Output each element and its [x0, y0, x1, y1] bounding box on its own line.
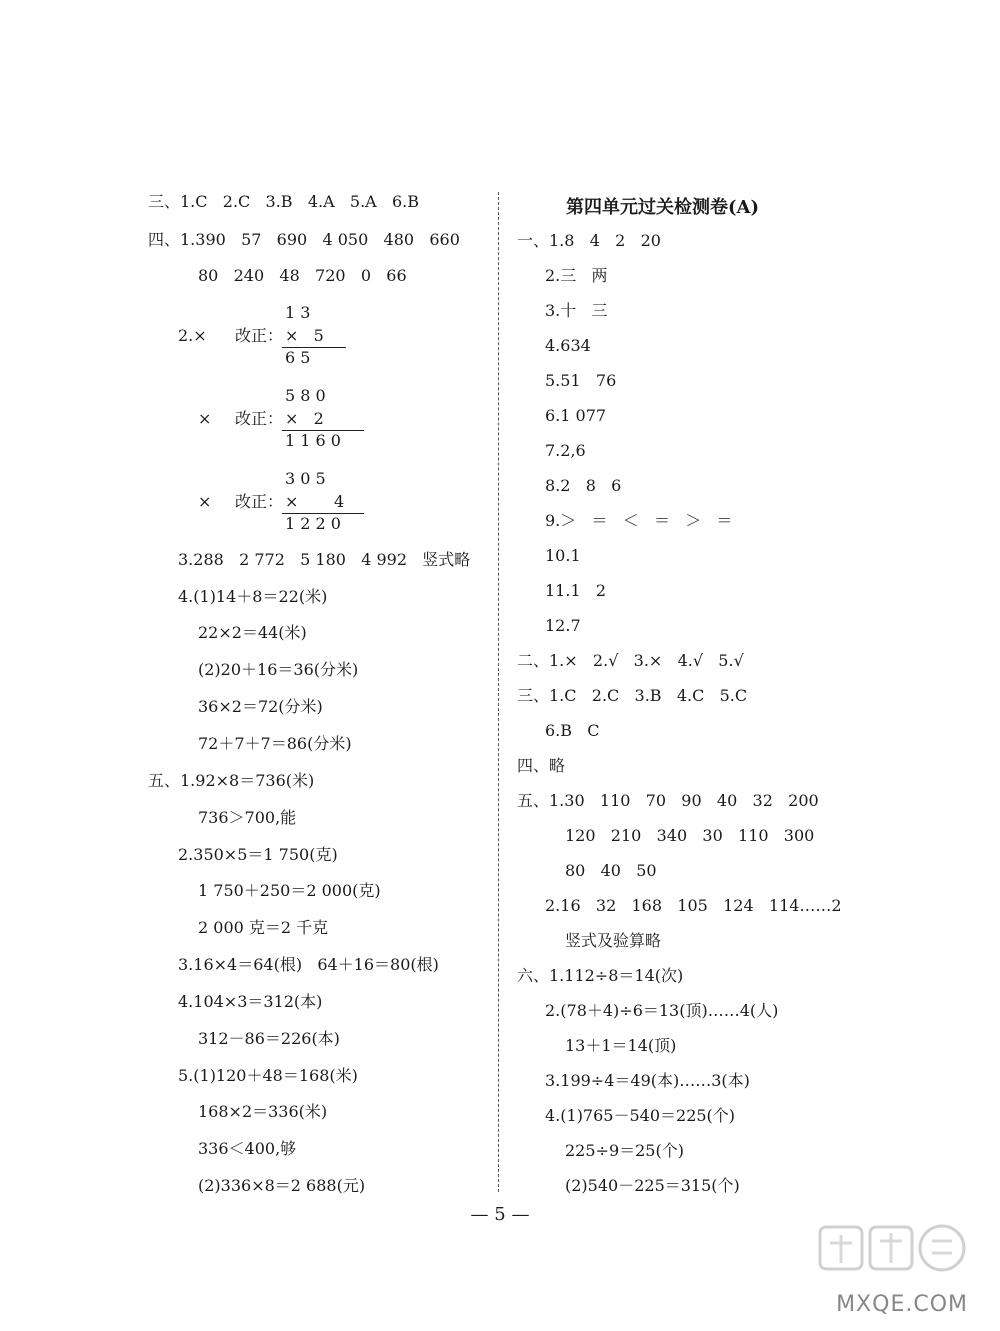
- answer-line: 336＜400,够: [198, 1139, 297, 1158]
- wrong-mark: 2.×: [178, 326, 207, 345]
- product: 6 5: [285, 348, 311, 367]
- answer-line: 2 000 克＝2 千克: [198, 918, 329, 937]
- answer-line: 2.350×5＝1 750(克): [178, 845, 338, 864]
- answer-line: 六、1.112÷8＝14(次): [517, 966, 684, 985]
- answer-line: 4.104×3＝312(本): [178, 992, 323, 1011]
- wrong-mark: ×: [198, 492, 212, 511]
- answer-line: 11.1 2: [545, 581, 607, 600]
- answer-line: 4.634: [545, 336, 591, 355]
- answer-line: 2.三 两: [545, 266, 608, 285]
- answer-line: 5.51 76: [545, 371, 617, 390]
- answer-line: 四、1.390 57 690 4 050 480 660: [148, 230, 460, 249]
- answer-line: 7.2,6: [545, 441, 586, 460]
- answer-line: 竖式及验算略: [565, 931, 662, 950]
- answer-line: 三、1.C 2.C 3.B 4.C 5.C: [517, 686, 748, 705]
- answer-line: 12.7: [545, 616, 581, 635]
- answer-line: 2.16 32 168 105 124 114……2: [545, 896, 842, 915]
- answer-line: 6.1 077: [545, 406, 607, 425]
- answer-line: 8.2 8 6: [545, 476, 622, 495]
- answer-line: (2)540－225＝315(个): [565, 1176, 740, 1195]
- answer-line: 9.＞ ＝ ＜ ＝ ＞ ＝: [545, 511, 733, 530]
- answer-line: 168×2＝336(米): [198, 1102, 328, 1121]
- page-number: — 5 —: [470, 1204, 530, 1225]
- answer-line: 10.1: [545, 546, 581, 565]
- correction-label: 改正：: [235, 492, 284, 511]
- answer-line: 72＋7＋7＝86(分米): [198, 734, 352, 753]
- multiplicand: 1 3: [285, 303, 311, 322]
- answer-line: 二、1.× 2.√ 3.× 4.√ 5.√: [517, 651, 744, 670]
- answer-line: 225÷9＝25(个): [565, 1141, 684, 1160]
- watermark-text: MXQE.COM: [836, 1292, 968, 1317]
- answer-line: 120 210 340 30 110 300: [565, 826, 815, 845]
- answer-line: 36×2＝72(分米): [198, 697, 323, 716]
- answer-line: 一、1.8 4 2 20: [517, 231, 661, 250]
- multiplicand: 5 8 0: [285, 386, 326, 405]
- answer-line: 3.十 三: [545, 301, 608, 320]
- multiplier: × 2: [285, 409, 324, 428]
- answer-line: 22×2＝44(米): [198, 623, 307, 642]
- answer-line: (2)20＋16＝36(分米): [198, 660, 359, 679]
- answer-line: 6.B C: [545, 721, 600, 740]
- answer-line: 736＞700,能: [198, 808, 297, 827]
- multiplier: × 5: [285, 326, 324, 345]
- multiplier: × 4: [285, 492, 345, 511]
- product: 1 2 2 0: [285, 514, 341, 533]
- answer-line: 4.(1)765－540＝225(个): [545, 1106, 736, 1125]
- correction-label: 改正：: [235, 326, 284, 345]
- multiplicand: 3 0 5: [285, 469, 326, 488]
- correction-label: 改正：: [235, 409, 284, 428]
- answer-line: 5.(1)120＋48＝168(米): [178, 1066, 358, 1085]
- answer-line: 三、1.C 2.C 3.B 4.A 5.A 6.B: [148, 192, 419, 211]
- wrong-mark: ×: [198, 409, 212, 428]
- answer-line: (2)336×8＝2 688(元): [198, 1176, 366, 1195]
- answer-line: 1 750＋250＝2 000(克): [198, 881, 381, 900]
- answer-line: 80 40 50: [565, 861, 657, 880]
- answer-line: 五、1.30 110 70 90 40 32 200: [517, 791, 819, 810]
- column-divider: [498, 192, 499, 1192]
- answer-line: 3.16×4＝64(根) 64＋16＝80(根): [178, 955, 439, 974]
- section-title: 第四单元过关检测卷(A): [566, 197, 759, 218]
- answer-line: 4.(1)14＋8＝22(米): [178, 587, 328, 606]
- answer-line: 3.288 2 772 5 180 4 992 竖式略: [178, 550, 471, 569]
- answer-line: 80 240 48 720 0 66: [198, 266, 407, 285]
- answer-line: 3.199÷4＝49(本)……3(本): [545, 1071, 750, 1090]
- answer-line: 四、略: [517, 756, 566, 775]
- product: 1 1 6 0: [285, 431, 341, 450]
- answer-line: 312－86＝226(本): [198, 1029, 340, 1048]
- answer-line: 2.(78＋4)÷6＝13(顶)……4(人): [545, 1001, 779, 1020]
- answer-line: 五、1.92×8＝736(米): [148, 771, 315, 790]
- answer-line: 13＋1＝14(顶): [565, 1036, 677, 1055]
